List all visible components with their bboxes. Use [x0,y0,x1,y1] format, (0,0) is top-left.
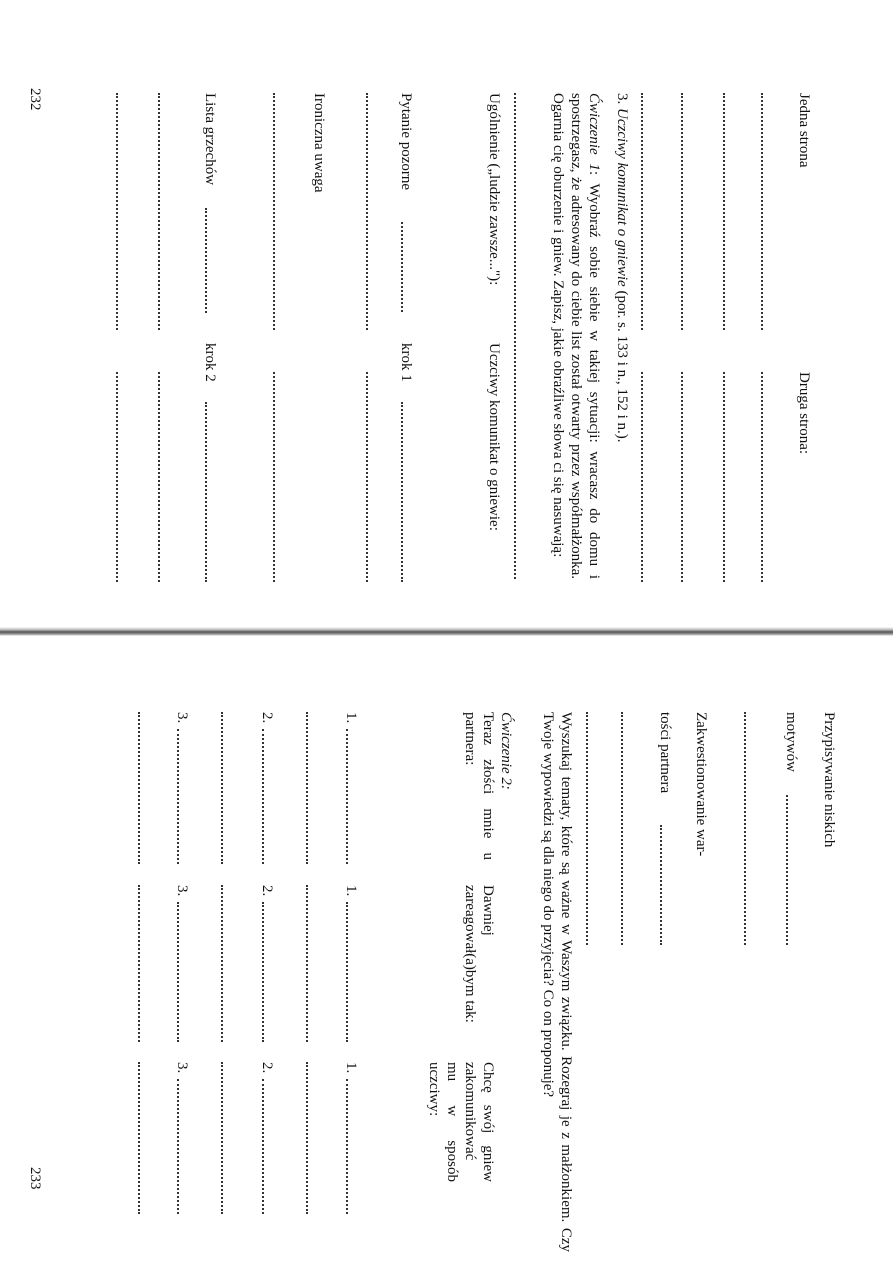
dotted-line[interactable] [641,93,643,330]
page-232 [0,0,893,631]
dotted-line[interactable] [660,825,662,945]
dotted-line[interactable] [346,729,348,864]
dotted-line[interactable] [221,885,223,1042]
dotted-line[interactable] [177,1079,179,1214]
row-krok-1: krok 1 [398,343,414,382]
dotted-line[interactable] [401,222,403,312]
dotted-line[interactable] [116,372,118,582]
dotted-line[interactable] [221,1062,223,1214]
row-number-2: 2. [259,712,275,724]
row-number-2: 2. [259,1062,275,1074]
dotted-line[interactable] [621,712,623,945]
dotted-line[interactable] [177,729,179,864]
table2-col2-header: Uczciwy komunikat o gniewie: [486,343,502,531]
dotted-line[interactable] [366,93,368,330]
row-number-3: 3. [174,1062,190,1074]
dotted-line[interactable] [116,93,118,330]
dotted-line[interactable] [744,712,746,945]
dotted-line[interactable] [138,885,140,1042]
dotted-line[interactable] [262,902,264,1042]
exercise-2-label: Ćwiczenie 2: [498,712,514,790]
dotted-line[interactable] [138,712,140,864]
row-krok-2: krok 2 [202,343,218,382]
dotted-line[interactable] [681,93,683,330]
row-lista-grzechow: Lista grzechów [202,93,218,186]
dotted-line[interactable] [306,712,308,864]
motywow-label: motywów [783,712,799,772]
section-3-heading: 3. Uczciwy komunikat o gniewie (por. s. 133 i n., 152 i n.). [614,93,630,443]
row-number-1: 1. [343,1062,359,1074]
dotted-line[interactable] [177,902,179,1042]
dotted-line[interactable] [205,208,207,313]
dotted-line[interactable] [761,93,763,330]
row-number-1: 1. [343,885,359,897]
dotted-line[interactable] [138,1062,140,1214]
dotted-line[interactable] [306,1062,308,1214]
exercise-2-col1-header: Teraz złości mnie u partnera: [462,712,496,860]
przypisywanie-label: Przypisywanie niskich [821,712,837,848]
dotted-line[interactable] [262,1079,264,1214]
dotted-line[interactable] [205,402,207,582]
dotted-line[interactable] [761,372,763,582]
instruction-paragraph: Wyszukaj tematy, które są ważne w Waszym związku. Rozegraj je z małżonkiem. Czy Twoje wypowiedzi są dla niego do przyjęcia? Co on proponuje? [540,712,574,1252]
row-ironiczna-uwaga: Ironiczna uwaga [311,93,327,193]
dotted-line[interactable] [786,795,788,945]
dotted-line[interactable] [681,372,683,582]
dotted-line[interactable] [346,902,348,1042]
dotted-line[interactable] [366,372,368,582]
page-number-233: 233 [27,1167,43,1190]
dotted-line[interactable] [586,712,588,945]
dotted-line[interactable] [158,372,160,582]
dotted-line[interactable] [262,729,264,864]
tosci-partnera-label: tości partnera [657,712,673,794]
table1-col2-header: Druga strona: [796,372,812,455]
dotted-line[interactable] [401,402,403,582]
zakwestionowanie-label: Zakwestionowanie war- [693,712,709,857]
exercise-2-col3-header: Chcę swój gniew zakomunikować mu w sposób uczciwy: [426,1062,496,1182]
dotted-line[interactable] [723,93,725,330]
dotted-line[interactable] [306,885,308,1042]
dotted-line[interactable] [723,372,725,582]
dotted-line[interactable] [346,1079,348,1214]
dotted-line[interactable] [273,372,275,582]
dotted-line[interactable] [221,712,223,864]
dotted-line[interactable] [514,93,516,579]
page-number-232: 232 [27,88,43,111]
row-number-2: 2. [259,885,275,897]
table2-col1-header: Ugólnienie („ludzie zawsze..."): [486,93,502,286]
row-number-3: 3. [174,712,190,724]
dotted-line[interactable] [641,372,643,582]
row-number-3: 3. [174,885,190,897]
exercise-2-col2-header: Dawniej zareagował(a)bym tak: [462,885,496,1023]
dotted-line[interactable] [158,93,160,330]
page-233 [0,632,893,1263]
dotted-line[interactable] [273,93,275,330]
row-pytanie-pozorne: Pytanie pozorne [398,93,414,191]
table1-col1-header: Jedna strona [796,93,812,168]
exercise-1-label: Ćwiczenie 1 [586,93,602,171]
row-number-1: 1. [343,712,359,724]
exercise-1-paragraph: Ćwiczenie 1: Wyobraź sobie siebie w takiej sytuacji: wracasz do domu i spostrzegasz, że adresowany do ciebie list został otwarty przez współmałżonka. Ogarnia cię oburzenie i gniew. Zapisz, jakie obraźliwe słowa ci się nasuwają: [550,93,602,580]
